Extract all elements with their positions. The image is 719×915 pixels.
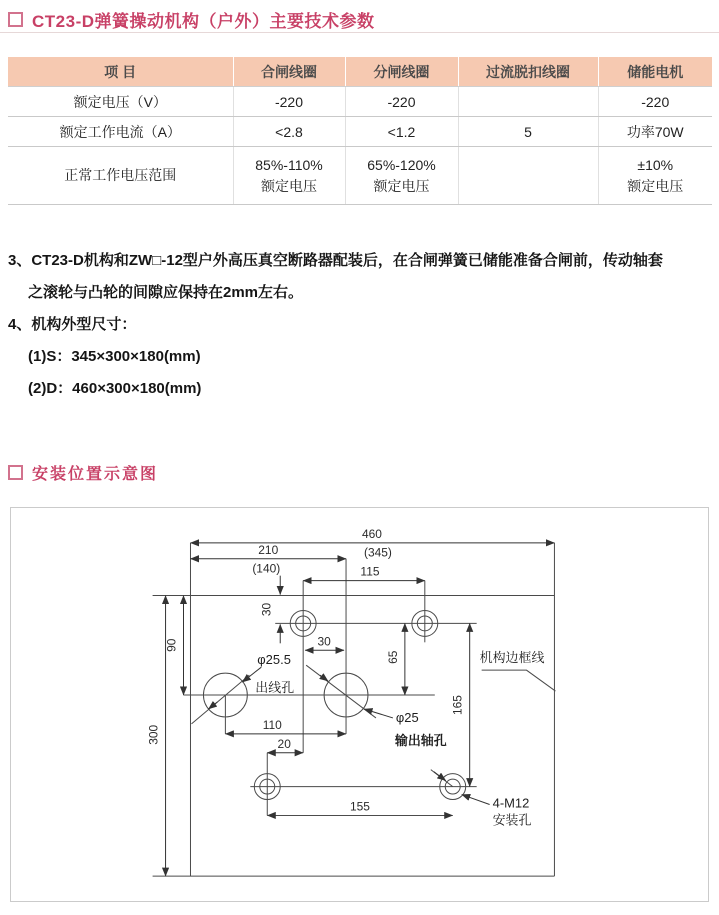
square-bullet-icon — [8, 12, 23, 27]
cell-value: -220 — [598, 87, 712, 117]
cell-value — [345, 147, 458, 205]
label-outlet-hole: 出线孔 — [255, 680, 295, 696]
section1-title-text: CT23-D弹簧操动机构（户外）主要技术参数 — [32, 12, 375, 31]
cell-value: -220 — [345, 87, 458, 117]
note-3-line2: 之滚轮与凸轮的间隙应保持在2mm左右。 — [28, 284, 304, 301]
note-4-size-s: (1)S：345×300×180(mm) — [28, 348, 201, 365]
cell-value: <1.2 — [345, 117, 458, 147]
installation-diagram — [10, 507, 709, 902]
mounting-holes — [254, 610, 465, 799]
cell-line: 额定电压 — [373, 177, 430, 194]
cell-value: <2.8 — [233, 117, 345, 147]
dim-155: 155 — [350, 799, 370, 814]
header-item: 项 目 — [8, 57, 233, 87]
center-lines — [184, 559, 477, 816]
table-header-row — [8, 57, 712, 87]
cell-value: 5 — [458, 117, 598, 147]
cell-line: 额定电压 — [261, 177, 317, 194]
cell-voltage-range-label: 正常工作电压范围 — [8, 147, 233, 205]
label-outlet-hole-diameter: φ25.5 — [257, 652, 291, 668]
title-divider — [0, 32, 719, 33]
note-4-heading: 4、机构外型尺寸： — [8, 316, 137, 333]
dim-90: 90 — [164, 638, 179, 652]
table-row — [8, 117, 712, 147]
cell-value — [458, 147, 598, 205]
cell-value: 功率70W — [598, 117, 712, 147]
cell-value — [598, 147, 712, 205]
header-overcurrent-trip-coil: 过流脱扣线圈 — [458, 57, 598, 87]
label-shaft-hole-diameter: φ25 — [395, 709, 419, 725]
dim-165: 165 — [450, 695, 465, 715]
dim-115: 115 — [360, 564, 380, 579]
output-shaft-hole-circle — [306, 665, 376, 718]
section2-title — [8, 461, 158, 484]
dim-140: (140) — [252, 561, 281, 576]
dim-65: 65 — [385, 650, 400, 664]
dim-460: 460 — [361, 526, 382, 541]
cell-value — [458, 87, 598, 117]
installation-diagram-svg — [11, 508, 708, 901]
label-mount-holes: 安装孔 — [492, 812, 532, 828]
label-frame-line: 机构边框线 — [479, 650, 545, 666]
header-energy-storage-motor: 储能电机 — [598, 57, 712, 87]
cell-line: 额定电压 — [627, 177, 684, 194]
dim-110: 110 — [262, 717, 282, 732]
dim-210: 210 — [258, 542, 279, 557]
header-closing-coil: 合闸线圈 — [233, 57, 345, 87]
cell-value: -220 — [233, 87, 345, 117]
cell-rated-current-label: 额定工作电流（A） — [8, 117, 233, 147]
parameters-table — [8, 57, 712, 205]
label-output-shaft-hole: 输出轴孔 — [394, 732, 447, 748]
outlet-hole-circle — [191, 673, 249, 724]
header-opening-coil: 分闸线圈 — [345, 57, 458, 87]
dim-300: 300 — [146, 724, 161, 745]
dim-20: 20 — [277, 736, 291, 751]
table-row — [8, 87, 712, 117]
cell-line: 85%-110% — [255, 157, 323, 174]
note-3-line1: 3、CT23-D机构和ZW□-12型户外高压真空断路器配装后，在合闸弹簧已储能准备合闸前，传动轴套 — [8, 252, 663, 269]
dim-345: (345) — [363, 545, 392, 560]
cell-line: ±10% — [637, 157, 674, 174]
square-bullet-icon — [8, 465, 23, 480]
cell-value — [233, 147, 345, 205]
dim-30-horizontal: 30 — [317, 634, 331, 649]
label-mount-spec: 4-M12 — [492, 795, 530, 811]
cell-line: 65%-120% — [367, 157, 436, 174]
section2-title-text: 安装位置示意图 — [32, 466, 159, 483]
cell-rated-voltage-label: 额定电压（V） — [8, 87, 233, 117]
section1-title — [8, 7, 375, 32]
table-row — [8, 147, 712, 205]
note-4-size-d: (2)D：460×300×180(mm) — [28, 380, 202, 397]
dim-30-vertical: 30 — [259, 602, 274, 617]
